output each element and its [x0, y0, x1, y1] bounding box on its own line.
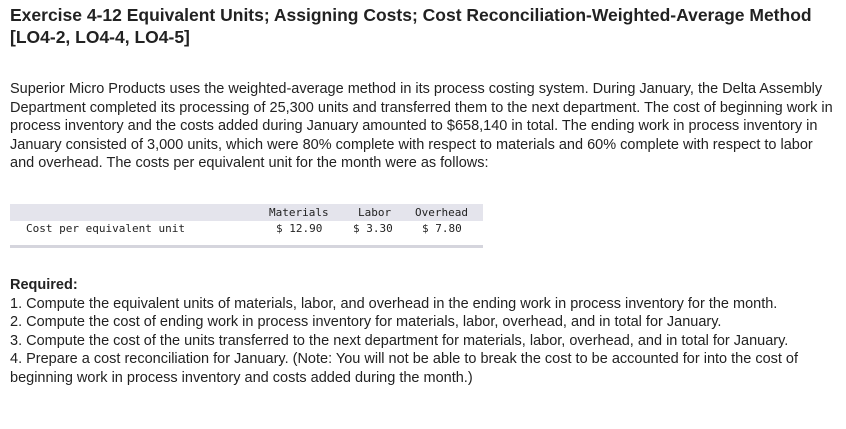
intro-paragraph: Superior Micro Products uses the weighted-average method in its process costing system. During January, the Delta Assembly Department completed its processing of 25,300 units and transferred them to the next department. The cost of beginning work in process inventory and the costs added during January amounted to $658,140 in total. The ending work in process inventory in January consisted of 3,000 units, which were 80% complete with respect to materials and 60% complete with respect to labor and overhead. The costs per equivalent unit for the month were as follows: [10, 81, 833, 172]
required-heading: Required: [10, 277, 78, 293]
exercise-title: Exercise 4-12 Equivalent Units; Assigning Costs; Cost Reconciliation-Weighted-Average Method [LO4-2, LO4-4, LO4-5] [10, 5, 812, 47]
cost-per-equivalent-unit-table [10, 204, 483, 248]
column-header-overhead: Overhead [415, 206, 468, 219]
table-header-band [10, 204, 483, 221]
required-item-4: 4. Prepare a cost reconciliation for January. (Note: You will not be able to break the cost to be accounted for into the cost of beginning work in process inventory and costs added during the month.) [10, 351, 799, 386]
required-item-3: 3. Compute the cost of the units transferred to the next department for materials, labor, overhead, and in total for January. [10, 332, 789, 349]
value-overhead: $ 7.80 [422, 222, 462, 235]
required-section [10, 276, 836, 388]
table-bottom-rule [10, 245, 483, 248]
column-header-materials: Materials [269, 206, 329, 219]
value-labor: $ 3.30 [353, 222, 393, 235]
required-item-1: 1. Compute the equivalent units of materials, labor, and overhead in the ending work in process inventory for the month. [10, 295, 778, 312]
value-materials: $ 12.90 [276, 222, 323, 235]
column-header-labor: Labor [358, 206, 392, 219]
row-label-cost-per-equivalent-unit: Cost per equivalent unit [26, 222, 185, 235]
required-item-2: 2. Compute the cost of ending work in process inventory for materials, labor, overhead, and in total for January. [10, 314, 722, 331]
